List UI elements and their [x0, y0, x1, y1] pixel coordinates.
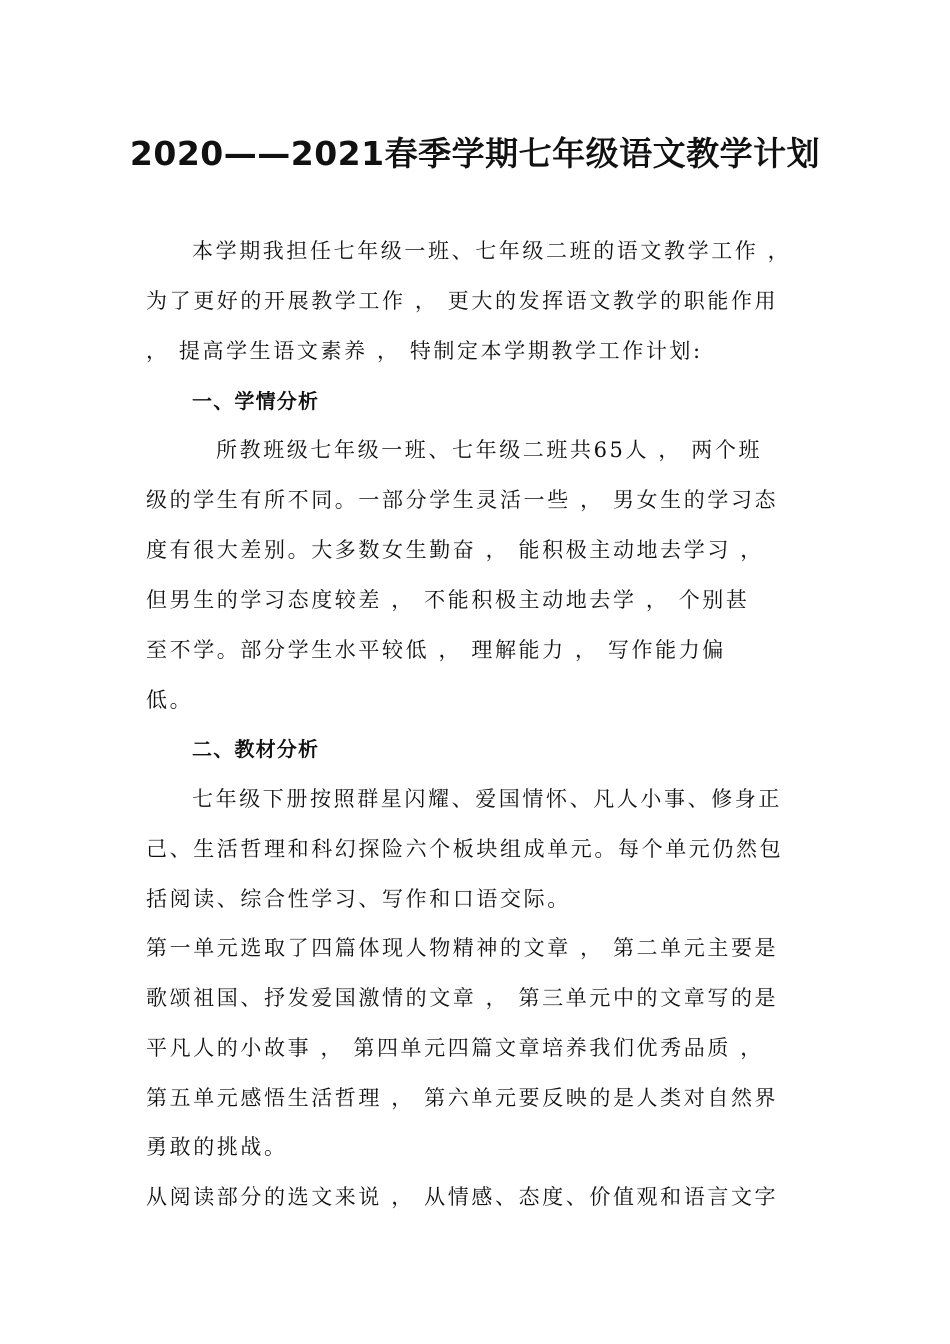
section1-line-2: 级的学生有所不同。一部分学生灵活一些 ， 男女生的学习态: [146, 488, 779, 512]
section1-line-6: 低。: [146, 688, 194, 712]
section2-line-1: 七年级下册按照群星闪耀、爱国情怀、凡人小事、修身正: [192, 787, 782, 811]
intro-line-3: ， 提高学生语文素养 ， 特制定本学期教学工作计划:: [146, 339, 703, 363]
section2-line-9: 从阅读部分的选文来说 ， 从情感、态度、价值观和语言文字: [146, 1185, 779, 1209]
intro-line-2: 为了更好的开展教学工作 ， 更大的发挥语文教学的职能作用: [146, 289, 779, 313]
intro-line-1: 本学期我担任七年级一班、七年级二班的语文教学工作 ，: [192, 239, 792, 263]
section1-line-1: 所教班级七年级一班、七年级二班共65人 ， 两个班: [216, 438, 763, 462]
section-heading-student-analysis: 一、学情分析: [192, 389, 320, 413]
section2-line-6: 平凡人的小故事 ， 第四单元四篇文章培养我们优秀品质 ，: [146, 1036, 764, 1060]
section2-line-7: 第五单元感悟生活哲理 ， 第六单元要反映的是人类对自然界: [146, 1086, 779, 1110]
section-heading-textbook-analysis: 二、教材分析: [192, 737, 320, 761]
section1-line-4: 但男生的学习态度较差 ， 不能积极主动地去学 ， 个别甚: [146, 588, 750, 612]
section2-line-3: 括阅读、综合性学习、写作和口语交际。: [146, 887, 571, 911]
section2-line-2: 己、生活哲理和科幻探险六个板块组成单元。每个单元仍然包: [146, 837, 784, 861]
section2-line-5: 歌颂祖国、抒发爱国激情的文章 ， 第三单元中的文章写的是: [146, 986, 779, 1010]
section2-line-4: 第一单元选取了四篇体现人物精神的文章 ， 第二单元主要是: [146, 936, 779, 960]
section1-line-5: 至不学。部分学生水平较低 ， 理解能力 ， 写作能力偏: [146, 638, 726, 662]
section1-line-3: 度有很大差别。大多数女生勤奋 ， 能积极主动地去学习 ，: [146, 538, 764, 562]
section2-line-8: 勇敢的挑战。: [146, 1135, 288, 1159]
document-title: 2020——2021春季学期七年级语文教学计划: [129, 134, 821, 173]
